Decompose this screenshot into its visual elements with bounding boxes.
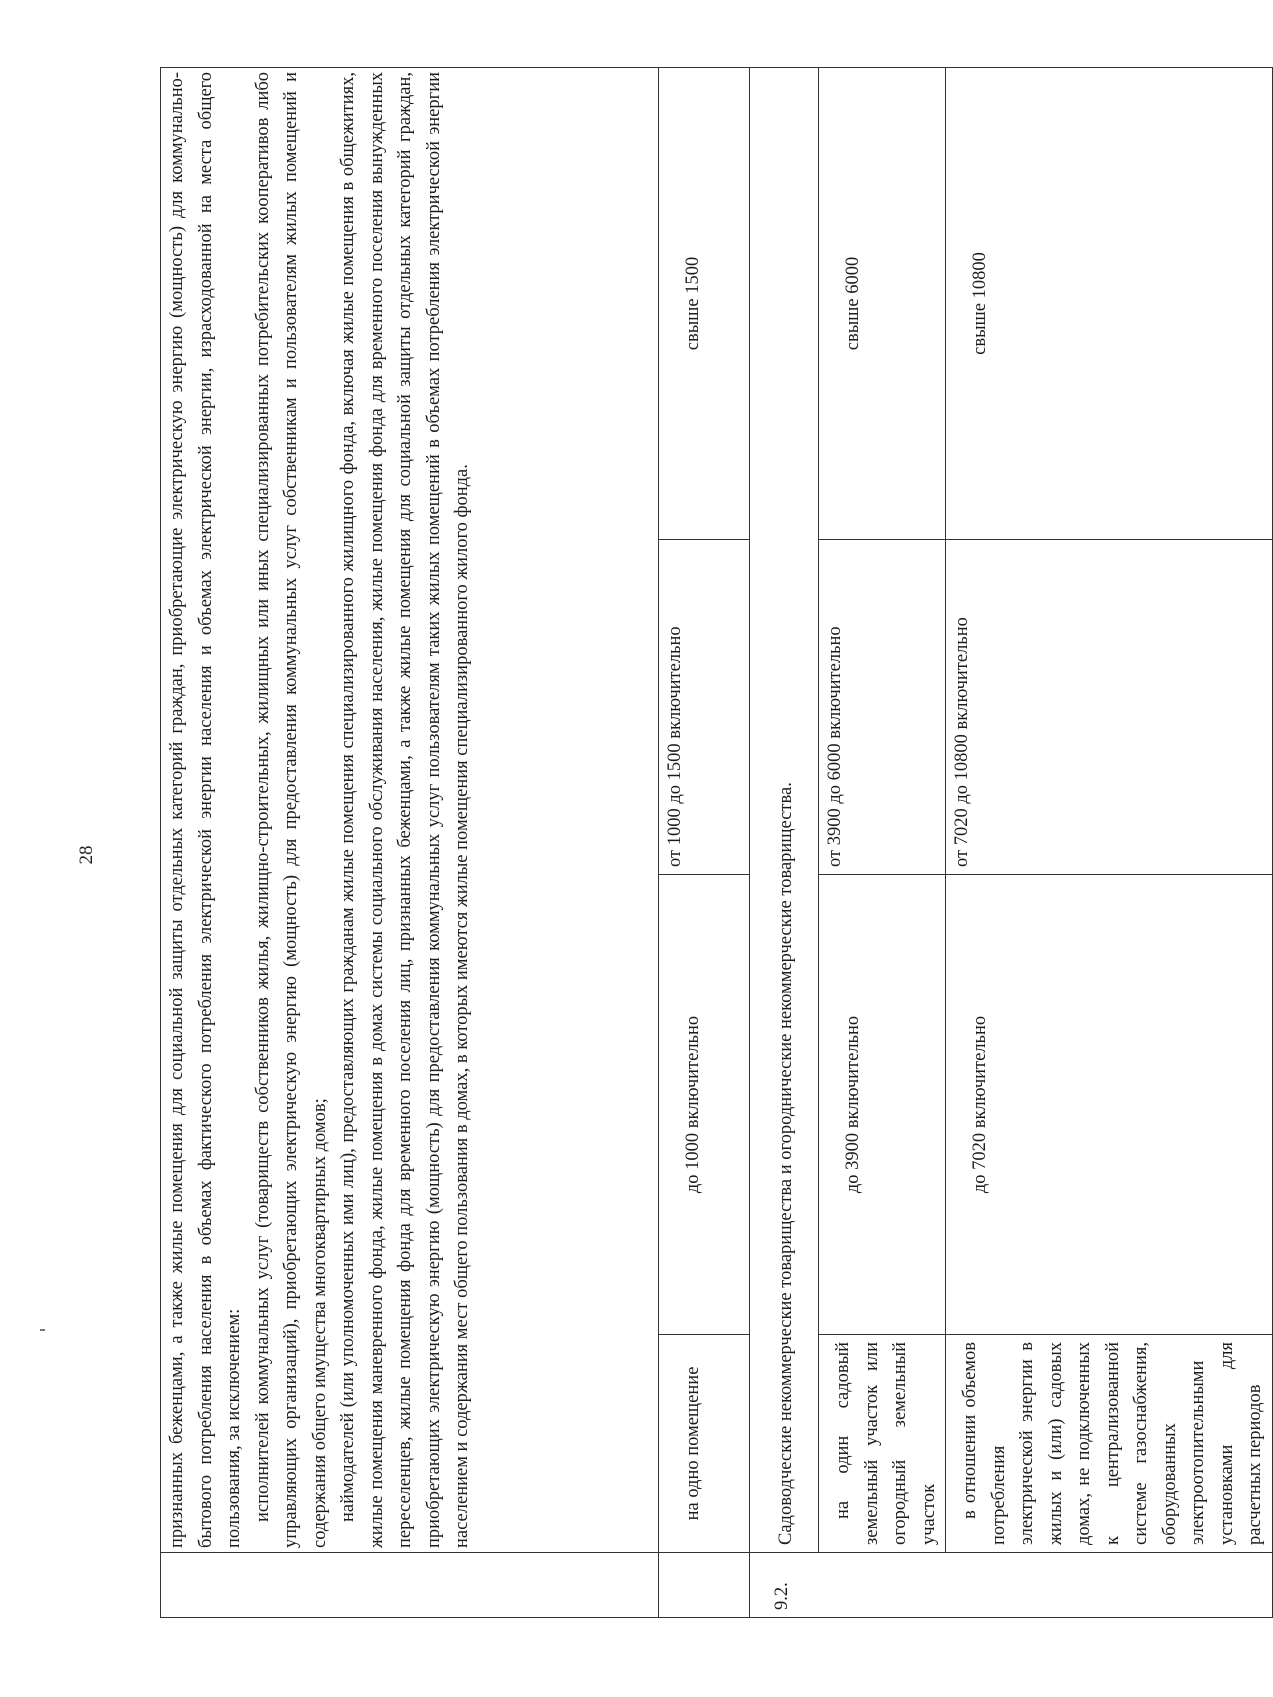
range-mid-cell: от 1000 до 1500 включительно	[659, 540, 750, 875]
range-high-cell: свыше 10800	[946, 67, 1273, 539]
range-low-cell: до 3900 включительно	[819, 875, 946, 1335]
continued-paragraph-1: признанных беженцами, а также жилые помещения для социальной защиты отдельных категорий граждан, приобретающие электрическую энергию (мощность) для коммунально-бытового потребления населения в объемах фактического потребления электрической энергии населения и объемах электрической энергии, израсходованной на места общего пользования, за исключением:	[167, 71, 244, 1548]
table-row-houses	[946, 67, 1273, 1617]
scan-mark	[40, 1329, 45, 1331]
continued-paragraph-2: исполнителей коммунальных услуг (товариществ собственников жилья, жилищно-строительных, жилищных или иных специализированных потребительских кооперативов либо управляющих организаций), приобретающих электрическую энергию (мощность) для предоставления коммунальных услуг собственникам и пользователям жилых помещений и содержания общего имущества многоквартирных домов;	[252, 71, 330, 1548]
range-low-cell: до 7020 включительно	[946, 875, 1273, 1335]
continued-text-cell	[161, 67, 659, 1552]
number-cell-empty	[161, 1553, 659, 1618]
number-cell-empty	[659, 1553, 750, 1618]
range-mid-cell: от 7020 до 10800 включительно	[946, 540, 1273, 875]
section-title-cell: Садоводческие некоммерческие товарищества и огороднические некоммерческие товарищества.	[750, 67, 819, 1552]
table-row-section-9-2	[750, 67, 819, 1617]
rotated-table-container	[160, 68, 1265, 1618]
table-row-per-room	[659, 67, 750, 1617]
page-number: 28	[76, 845, 97, 865]
range-mid-cell: от 3900 до 6000 включительно	[819, 540, 946, 875]
table-row-continued-text	[161, 67, 659, 1617]
range-low-cell: до 1000 включительно	[659, 875, 750, 1335]
section-number-cell: 9.2.	[750, 1553, 1273, 1618]
category-cell: на одно помещение	[659, 1335, 750, 1553]
tariff-table	[160, 67, 1273, 1618]
range-high-cell: свыше 6000	[819, 67, 946, 539]
continued-paragraph-3: наймодателей (или уполномоченных ими лиц), предоставляющих гражданам жилые помещения специализированного жилищного фонда, включая жилые помещения в общежитиях, жилые помещения маневренного фонда, жилые помещения в домах системы социального обслуживания населения, жилые помещения фонда для временного поселения вынужденных переселенцев, жилые помещения фонда для временного поселения лиц, признанных беженцами, а также жилые помещения для социальной защиты отдельных категорий граждан, приобретающих электрическую энергию (мощность) для предоставления коммунальных услуг пользователям таких жилых помещений в объемах потребления электрической энергии населением и содержания мест общего пользования в домах, в которых имеются жилые помещения специализированного жилого фонда.	[338, 71, 472, 1548]
table-row-per-plot	[819, 67, 946, 1617]
category-cell: в отношении объемов потребления электрической энергии в жилых и (или) садовых домах, не подключенных к централизованной системе газоснабжения, оборудованных электроотопительными установками для расчетных периодов	[946, 1335, 1273, 1553]
range-high-cell: свыше 1500	[659, 67, 750, 539]
category-cell: на один садовый земельный участок или огородный земельный участок	[819, 1335, 946, 1553]
